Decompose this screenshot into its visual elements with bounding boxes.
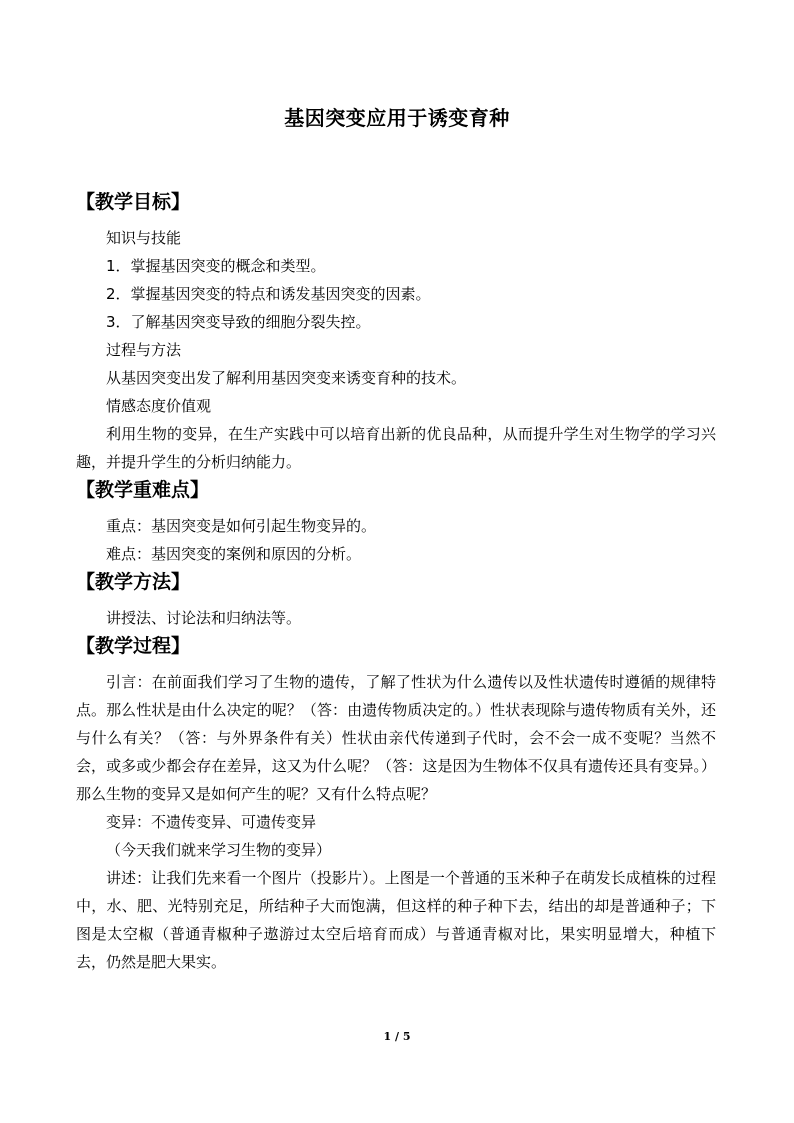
paragraph: 2．掌握基因突变的特点和诱发基因突变的因素。 — [106, 285, 431, 303]
paragraph: 引言：在前面我们学习了生物的遗传，了解了性状为什么遗传以及性状遗传时遵循的规律特点。那么性状是由什么决定的呢？（答：由遗传物质决定的。）性状表现除与遗传物质有关外，还与什么有关？（答：与外界条件有关）性状由亲代传递到子代时，会不会一成不变呢？当然不会，或多或少都会存在差异，这又为什么呢？（答：这是因为生物体不仅具有遗传还具有变异。）那么生物的变异又是如何产生的呢？又有什么特点呢？ — [76, 673, 716, 803]
document-body — [76, 188, 716, 976]
section-heading-methods: 【教学方法】 — [76, 571, 191, 593]
paragraph: 讲述：让我们先来看一个图片（投影片）。上图是一个普通的玉米种子在萌发长成植株的过程中，水、肥、光特别充足，所结种子大而饱满，但这样的种子种下去，结出的却是普通种子；下图是太空椒（普通青椒种子遨游过太空后培育而成）与普通青椒对比，果实明显增大，种植下去，仍然是肥大果实。 — [76, 869, 716, 971]
paragraph: 情感态度价值观 — [106, 397, 212, 415]
page-number: 1 / 5 — [383, 1030, 411, 1043]
paragraph: 知识与技能 — [106, 229, 182, 247]
section-heading-process: 【教学过程】 — [76, 635, 191, 657]
paragraph: 过程与方法 — [106, 341, 182, 359]
paragraph: 难点：基因突变的案例和原因的分析。 — [106, 545, 362, 563]
paragraph: （今天我们就来学习生物的变异） — [106, 841, 332, 859]
document-title: 基因突变应用于诱变育种 — [284, 106, 510, 130]
paragraph: 从基因突变出发了解利用基因突变来诱变育种的技术。 — [106, 369, 467, 387]
paragraph: 利用生物的变异，在生产实践中可以培育出新的优良品种，从而提升学生对生物学的学习兴趣，并提升学生的分析归纳能力。 — [76, 425, 716, 471]
paragraph: 重点：基因突变是如何引起生物变异的。 — [106, 517, 377, 535]
paragraph: 3．了解基因突变导致的细胞分裂失控。 — [106, 313, 371, 331]
section-heading-objectives: 【教学目标】 — [76, 191, 191, 213]
paragraph: 讲授法、讨论法和归纳法等。 — [106, 609, 302, 627]
paragraph: 变异：不遗传变异、可遗传变异 — [106, 813, 317, 831]
section-heading-key-points: 【教学重难点】 — [76, 479, 210, 501]
paragraph: 1．掌握基因突变的概念和类型。 — [106, 257, 326, 275]
